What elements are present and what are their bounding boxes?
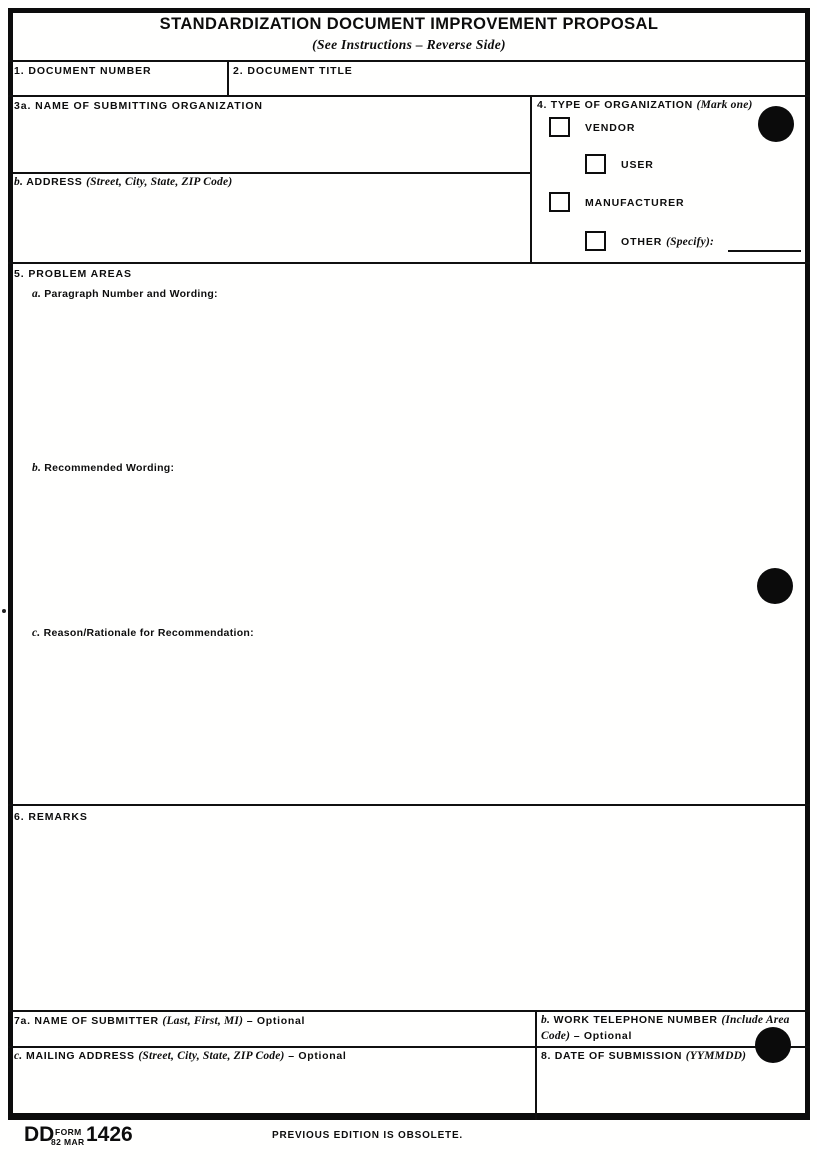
remarks-label: 6. REMARKS <box>14 811 88 823</box>
form-number: 1426 <box>86 1123 133 1146</box>
other-checkbox[interactable] <box>585 231 606 251</box>
hole-punch-bottom <box>755 1027 791 1063</box>
address-paren: (Street, City, State, ZIP Code) <box>86 176 233 188</box>
submitting-org-address-input[interactable] <box>11 192 528 260</box>
form-word: FORM <box>55 1127 82 1137</box>
date-of-submission-input[interactable] <box>538 1066 803 1116</box>
work-phone-label: b. WORK TELEPHONE NUMBER (Include Area Code) – Optional <box>541 1014 790 1042</box>
form-subtitle: (See Instructions – Reverse Side) <box>312 37 506 52</box>
problem-area-a-input[interactable] <box>11 305 803 455</box>
type-of-organization-label: 4. TYPE OF ORGANIZATION (Mark one) <box>537 99 753 111</box>
previous-edition-note: PREVIOUS EDITION IS OBSOLETE. <box>272 1130 464 1141</box>
divider-submitter-columns <box>535 1010 537 1120</box>
submitting-org-name-label: 3a. NAME OF SUBMITTING ORGANIZATION <box>14 100 263 112</box>
manufacturer-checkbox[interactable] <box>549 192 570 212</box>
user-label: USER <box>621 159 654 171</box>
divider-submitter-rows <box>8 1046 810 1048</box>
vendor-checkbox[interactable] <box>549 117 570 137</box>
divider-under-title <box>8 60 810 62</box>
other-specify-paren: (Specify): <box>666 236 715 248</box>
mailing-address-label: c. MAILING ADDRESS (Street, City, State, ZIP Code) – Optional <box>14 1050 347 1062</box>
document-number-label: 1. DOCUMENT NUMBER <box>14 65 152 77</box>
submitter-name-input[interactable] <box>11 1030 532 1044</box>
problem-area-c-input[interactable] <box>11 645 803 800</box>
other-specify-input[interactable] <box>728 236 801 250</box>
hole-punch-top <box>758 106 794 142</box>
divider-orgname-address <box>13 172 532 174</box>
divider-above-problem-areas <box>8 262 810 264</box>
divider-org-type <box>530 95 532 264</box>
mailing-address-input[interactable] <box>11 1066 532 1116</box>
form-title: STANDARDIZATION DOCUMENT IMPROVEMENT PROPOSAL <box>159 15 659 33</box>
vendor-label: VENDOR <box>585 122 636 134</box>
user-checkbox[interactable] <box>585 154 606 174</box>
address-prefix: b. <box>14 176 24 188</box>
remarks-input[interactable] <box>11 828 803 1006</box>
submitter-name-label: 7a. NAME OF SUBMITTER (Last, First, MI) – Optional <box>14 1015 306 1027</box>
type-of-organization-paren: (Mark one) <box>696 99 753 111</box>
problem-areas-label: 5. PROBLEM AREAS <box>14 268 132 280</box>
divider-above-submitter <box>8 1010 810 1012</box>
divider-docnum-doctitle <box>227 60 229 97</box>
submitting-org-name-input[interactable] <box>11 116 528 170</box>
scan-speck <box>2 609 6 613</box>
other-label: OTHER (Specify): <box>621 236 715 248</box>
divider-under-row1 <box>8 95 810 97</box>
document-title-label: 2. DOCUMENT TITLE <box>233 65 353 77</box>
form-designator: DD <box>24 1123 55 1146</box>
problem-area-c-label: c. Reason/Rationale for Recommendation: <box>32 627 254 639</box>
other-specify-line <box>728 250 801 252</box>
form-edition: 82 MAR <box>51 1137 85 1147</box>
problem-area-a-label: a. Paragraph Number and Wording: <box>32 288 218 300</box>
problem-area-b-label: b. Recommended Wording: <box>32 462 175 474</box>
document-number-input[interactable] <box>11 80 225 94</box>
submitting-org-address-label: b. ADDRESS (Street, City, State, ZIP Code) <box>14 176 233 188</box>
problem-area-b-input[interactable] <box>11 480 803 620</box>
manufacturer-label: MANUFACTURER <box>585 197 685 209</box>
hole-punch-middle <box>757 568 793 604</box>
divider-above-remarks <box>8 804 810 806</box>
date-of-submission-label: 8. DATE OF SUBMISSION (YYMMDD) <box>541 1050 747 1062</box>
document-title-input[interactable] <box>230 80 803 94</box>
